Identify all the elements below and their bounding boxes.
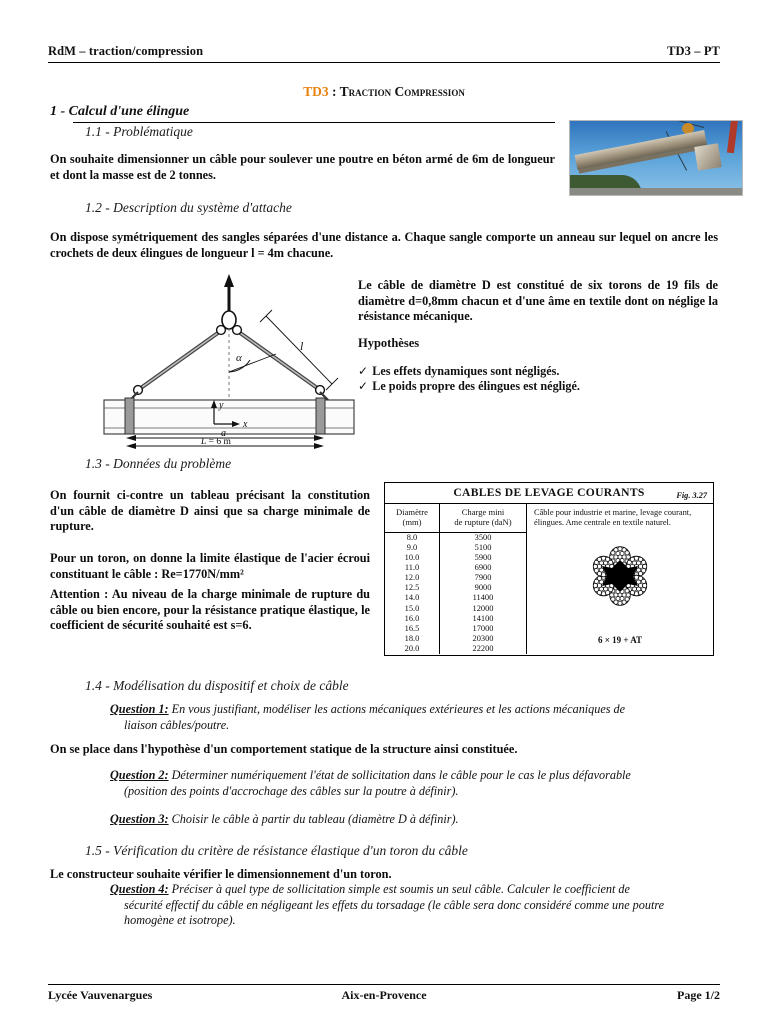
cable-table-header-row — [385, 504, 526, 533]
col-header-line2: de rupture (daN) — [454, 517, 512, 527]
crane-lifting-beam-photo — [569, 120, 743, 196]
page-footer — [48, 988, 720, 1003]
question-4-label: Question 4: — [110, 882, 169, 896]
footer-divider — [48, 984, 720, 985]
svg-text:α: α — [236, 352, 242, 364]
table-row — [385, 624, 526, 634]
svg-text:a: a — [221, 428, 226, 439]
cell-breaking-load: 14100 — [472, 613, 494, 623]
cell-diameter: 14.0 — [385, 593, 440, 603]
paragraph-hypothese-statique: On se place dans l'hypothèse d'un comportement statique de la structure ainsi constituée. — [50, 742, 518, 756]
cable-table-title-bar — [385, 483, 713, 504]
check-icon: ✓ — [358, 379, 369, 393]
paragraph-cable-constitution: Le câble de diamètre D est constitué de six torons de 19 fils de diamètre d=0,8mm chacun et d'une âme en textile dont on néglige la résistance mécanique. — [358, 278, 718, 323]
cell-breaking-load: 22200 — [472, 643, 494, 653]
table-row — [385, 644, 526, 654]
hypothesis-text: Les effets dynamiques sont négligés. — [372, 364, 560, 378]
question-1-label: Question 1: — [110, 702, 169, 716]
column-header-breaking-load — [440, 504, 526, 532]
svg-text:x: x — [243, 419, 248, 430]
cable-table-figure — [384, 482, 714, 656]
cable-data-column — [385, 504, 527, 654]
figure-number: Fig. 3.27 — [676, 491, 707, 500]
cable-table-title: CABLES DE LEVAGE COURANTS — [453, 486, 645, 499]
cell-diameter: 12.5 — [385, 583, 440, 593]
cable-cross-section-illustration — [570, 534, 670, 614]
hypothesis-item — [358, 364, 580, 379]
title-accent-prefix: TD3 — [303, 84, 329, 99]
footer-school-name: Lycée Vauvenargues — [48, 988, 153, 1002]
question-3-label: Question 3: — [110, 812, 169, 826]
table-row — [385, 604, 526, 614]
document-title — [0, 84, 768, 100]
section-1-underline — [73, 122, 555, 123]
footer-page-number: Page 1/2 — [677, 988, 720, 1002]
paragraph-donnees-2: Pour un toron, on donne la limite élastique de l'acier écroui constituant le câble : Re=1770N/mm² — [50, 551, 370, 581]
cell-breaking-load: 11400 — [472, 593, 494, 603]
col-header-line1: Charge mini — [461, 507, 505, 517]
cell-breaking-load: 12000 — [472, 603, 494, 613]
crane-mast — [727, 120, 738, 153]
table-row — [385, 614, 526, 624]
header-left-text: RdM – traction/compression — [48, 44, 204, 58]
cell-diameter: 18.0 — [385, 634, 440, 644]
cable-table-rows — [385, 533, 526, 654]
question-2-text-line1: Déterminer numériquement l'état de sollicitation dans le câble pour le cas le plus défavorable — [171, 768, 631, 782]
section-1-heading: 1 - Calcul d'une élingue — [50, 104, 190, 119]
cell-breaking-load: 17000 — [472, 623, 494, 633]
table-row — [385, 543, 526, 553]
section-1-5-heading: 1.5 - Vérification du critère de résistance élastique d'un toron du câble — [85, 843, 468, 858]
question-2-block — [110, 768, 718, 799]
section-1-4-heading: 1.4 - Modélisation du dispositif et choix de câble — [85, 678, 349, 693]
question-3-text-line1: Choisir le câble à partir du tableau (diamètre D à définir). — [171, 812, 459, 826]
question-4-text-line1: Préciser à quel type de sollicitation simple est soumis un seul câble. Calculer le coefficient de — [171, 882, 630, 896]
road-background — [570, 188, 742, 195]
question-2-text-line2: (position des points d'accrochage des câbles sur la poutre à définir). — [124, 783, 459, 798]
paragraph-donnees-3: Attention : Au niveau de la charge minimale de rupture du câble ou bien encore, pour la résistance pratique élastique, le coefficient de sécurité souhaité est s=6. — [50, 587, 370, 632]
table-row — [385, 563, 526, 573]
header-right-text: TD3 – PT — [667, 44, 720, 58]
cell-diameter: 20.0 — [385, 644, 440, 654]
cell-diameter: 10.0 — [385, 553, 440, 563]
sling-schematic-svg — [100, 272, 358, 450]
svg-text:y: y — [219, 400, 224, 411]
question-4-text-line2: sécurité effectif du câble en négligeant les effets du torsadage (le câble sera donc considéré comme une poutre — [124, 897, 665, 912]
header-divider — [48, 62, 720, 63]
col-header-line1: Diamètre — [396, 507, 428, 517]
hypotheses-heading: Hypothèses — [358, 336, 420, 350]
cell-breaking-load: 20300 — [472, 633, 494, 643]
cell-breaking-load: 5900 — [474, 553, 492, 563]
question-4-block — [110, 882, 718, 929]
cable-cross-section-caption: 6 × 19 + AT — [597, 635, 643, 645]
check-icon: ✓ — [358, 364, 369, 378]
hypotheses-list — [358, 364, 580, 394]
title-rest: : Traction Compression — [328, 84, 465, 99]
cell-breaking-load: 6900 — [474, 563, 492, 573]
page-header — [48, 44, 720, 59]
cable-description-text: Câble pour industrie et marine, levage courant, élingues. Ame centrale en textile naturel. — [534, 508, 692, 527]
cell-diameter: 15.0 — [385, 604, 440, 614]
question-2-label: Question 2: — [110, 768, 169, 782]
question-1-text-line2: liaison câbles/poutre. — [124, 717, 230, 732]
paragraph-verification: Le constructeur souhaite vérifier le dimensionnement d'un toron. — [50, 867, 392, 881]
question-1-block — [110, 702, 718, 733]
section-1-3-heading: 1.3 - Données du problème — [85, 456, 232, 471]
cell-diameter: 9.0 — [385, 543, 440, 553]
paragraph-problematique: On souhaite dimensionner un câble pour soulever une poutre en béton armé de 6m de longueur et dont la masse est de 2 tonnes. — [50, 152, 555, 182]
table-row — [385, 533, 526, 543]
section-1-1-heading: 1.1 - Problématique — [85, 124, 193, 139]
cell-diameter: 8.0 — [385, 533, 440, 543]
cable-description-panel — [527, 504, 713, 654]
cell-breaking-load: 7900 — [474, 573, 492, 583]
cable-cross-section-svg — [570, 534, 670, 614]
footer-city: Aix-en-Provence — [341, 988, 427, 1002]
table-row — [385, 634, 526, 644]
cell-breaking-load: 3500 — [474, 532, 492, 542]
cell-diameter: 11.0 — [385, 563, 440, 573]
cell-diameter: 16.5 — [385, 624, 440, 634]
table-row — [385, 553, 526, 563]
cell-diameter: 16.0 — [385, 614, 440, 624]
column-header-diameter — [385, 504, 440, 532]
cell-diameter: 12.0 — [385, 573, 440, 583]
concrete-beam-end — [694, 143, 721, 170]
paragraph-description-systeme: On dispose symétriquement des sangles séparées d'une distance a. Chaque sangle comporte un anneau sur lequel on ancre les crochets de deux élingues de longueur l = 4m chacune. — [50, 230, 718, 260]
cell-breaking-load: 9000 — [474, 583, 492, 593]
sling-schematic-diagram — [100, 272, 358, 450]
question-1-text-line1: En vous justifiant, modéliser les actions mécaniques extérieures et les actions mécaniques de — [171, 702, 626, 716]
hypothesis-text: Le poids propre des élingues est négligé. — [372, 379, 580, 393]
concrete-beam — [575, 130, 707, 170]
paragraph-donnees-1: On fournit ci-contre un tableau précisant la constitution d'un câble de diamètre D ainsi que sa charge minimale de rupture. — [50, 488, 370, 533]
cable-table-body — [385, 504, 713, 654]
table-row — [385, 583, 526, 593]
table-row — [385, 573, 526, 583]
col-header-line2: (mm) — [402, 517, 422, 527]
table-row — [385, 593, 526, 603]
question-3-block — [110, 812, 718, 828]
svg-text:L = 6 m: L = 6 m — [201, 437, 231, 447]
cell-breaking-load: 5100 — [474, 542, 492, 552]
section-1-2-heading: 1.2 - Description du système d'attache — [85, 200, 292, 215]
question-4-text-line3: homogène et isotrope). — [124, 913, 236, 927]
hypothesis-item — [358, 379, 580, 394]
svg-text:l: l — [300, 339, 304, 353]
